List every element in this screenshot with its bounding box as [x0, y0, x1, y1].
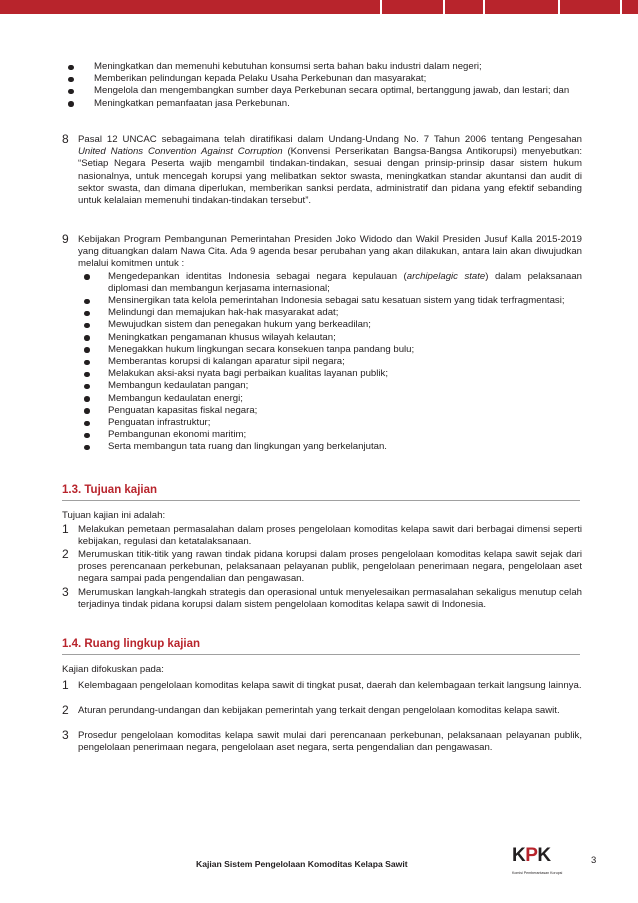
list-item: Penguatan kapasitas fiskal negara; [80, 405, 582, 417]
footnote-9 [62, 234, 582, 454]
top-header-bar [0, 0, 638, 14]
list-item: Melindungi dan memajukan hak-hak masyarakat adat; [80, 307, 582, 319]
item-text: Aturan perundang-undangan dan kebijakan pemerintah yang terkait dengan pengelolaan komoditas kelapa sawit. [78, 705, 560, 716]
section-intro: Kajian difokuskan pada: [62, 664, 164, 675]
list-item [62, 680, 582, 692]
item-text: Prosedur pengelolaan komoditas kelapa sawit mulai dari perencanaan perkebunan, pelaksanaan pelayanan publik, pengelolaan penerimaan negara, pengelolaan aset negara, serta pengendalian dan pengawasan. [78, 730, 582, 754]
item-number: 2 [62, 547, 69, 561]
list-item: Membangun kedaulatan energi; [80, 393, 582, 405]
section-heading-tujuan: 1.3. Tujuan kajian [62, 484, 158, 496]
item-number: 1 [62, 678, 69, 692]
item-text: Merumuskan titik-titik yang rawan tindak pidana korupsi dalam proses pengelolaan komoditas kelapa sawit sejak dari proses perencanaan perkebunan, pelaksanaan pelayanan publik, pengelolaan penerimaan negara, pengelolaan aset negara sampai pada pengendalian dan pengawasan. [78, 549, 582, 585]
section-intro: Tujuan kajian ini adalah: [62, 510, 166, 521]
list-item: Serta membangun tata ruang dan lingkungan yang berkelanjutan. [80, 441, 582, 453]
list-item [62, 524, 582, 548]
list-item: Mewujudkan sistem dan penegakan hukum yang berkeadilan; [80, 319, 582, 331]
kpk-logo-subtitle: Komisi Pemberantasan Korupsi [512, 871, 563, 875]
footnote-text: (Konvensi Perserikatan Bangsa-Bangsa Antikorupsi) menyebutkan: “Setiap Negara Peserta wajib mengambil tindakan-tindakan, sesuai dengan prinsip-prinsip dasar sistem hukum nasionalnya, untuk mencegah korupsi yang melibatkan sektor swasta, meningkatkan standar akuntansi dan audit di sektor swasta, dan dimana diperlukan, memberikan sanksi perdata, administratif dan pidana yang efektif sebanding untuk kelalaian memenuhi tindakan-tindakan tersebut”. [78, 146, 582, 207]
section-heading-ruang-lingkup: 1.4. Ruang lingkup kajian [62, 638, 201, 650]
footnote-text: Pasal 12 UNCAC sebagaimana telah diratifikasi dalam Undang-Undang No. 7 Tahun 2006 tentang Pengesahan [78, 134, 582, 145]
list-item: Mensinergikan tata kelola pemerintahan Indonesia sebagai satu kesatuan sistem yang tidak terfragmentasi; [80, 295, 582, 307]
list-item: Meningkatkan dan memenuhi kebutuhan konsumsi serta bahan baku industri dalam negeri; [64, 61, 592, 73]
list-item: Menegakkan hukum lingkungan secara konsekuen tanpa pandang bulu; [80, 344, 582, 356]
list-item: Penguatan infrastruktur; [80, 417, 582, 429]
list-item: Membangun kedaulatan pangan; [80, 380, 582, 392]
list-item: Meningkatkan pemanfaatan jasa Perkebunan. [64, 98, 592, 110]
footnote-text: Kebijakan Program Pembangunan Pemerintahan Presiden Joko Widodo dan Wakil Presiden Jusuf Kalla 2015-2019 yang dituangkan dalam Nawa Cita. Ada 9 agenda besar perubahan yang akan dilakukan, antara lain akan diwujudkan melalui komitmen untuk : [78, 234, 582, 270]
footer-document-title: Kajian Sistem Pengelolaan Komoditas Kelapa Sawit [196, 859, 408, 869]
item-text: Melakukan pemetaan permasalahan dalam proses pengelolaan komoditas kelapa sawit dari berbagai dimensi seperti kebijakan, regulasi dan ketatalaksanaan. [78, 524, 582, 548]
kpk-logo-letters: KPK [512, 845, 551, 866]
item-number: 1 [62, 522, 69, 536]
item-number: 2 [62, 703, 69, 717]
kpk-logo [512, 845, 582, 878]
list-item [62, 549, 582, 586]
section-divider [62, 500, 580, 501]
list-item: Memberikan pelindungan kepada Pelaku Usaha Perkebunan dan masyarakat; [64, 73, 592, 85]
footnote-number: 9 [62, 232, 69, 246]
item-number: 3 [62, 585, 69, 599]
item-number: 3 [62, 728, 69, 742]
item-text: Kelembagaan pengelolaan komoditas kelapa sawit di tingkat pusat, daerah dan kelembagaan terkait langsung lainnya. [78, 680, 582, 691]
nawacita-bullet-list [80, 271, 582, 454]
list-item: Melakukan aksi-aksi nyata bagi perbaikan kualitas layanan publik; [80, 368, 582, 380]
footnote-8 [62, 134, 582, 207]
footnote-number: 8 [62, 132, 69, 146]
list-item: Memberantas korupsi di kalangan aparatur sipil negara; [80, 356, 582, 368]
list-item: Mengelola dan mengembangkan sumber daya Perkebunan secara optimal, bertanggung jawab, dan lestari; dan [64, 85, 592, 97]
list-item [62, 730, 582, 754]
list-item: Meningkatkan pengamanan khusus wilayah kelautan; [80, 332, 582, 344]
list-item [62, 705, 582, 717]
list-item: Pembangunan ekonomi maritim; [80, 429, 582, 441]
item-text: Merumuskan langkah-langkah strategis dan operasional untuk menyelesaikan permasalahan sekaligus menutup celah terjadinya tindak pidana korupsi dalam sistem pengelolaan komoditas kelapa sawit di Indonesia. [78, 587, 582, 611]
list-item: Mengedepankan identitas Indonesia sebagai negara kepulauan (archipelagic state) dalam pelaksanaan diplomasi dan membangun kerjasama internasional; [80, 271, 582, 295]
list-item [62, 587, 582, 611]
footnote-italic-text: United Nations Convention Against Corruption [78, 146, 283, 158]
section-divider [62, 654, 580, 655]
page-number: 3 [591, 855, 597, 866]
intro-bullet-list [64, 61, 592, 110]
